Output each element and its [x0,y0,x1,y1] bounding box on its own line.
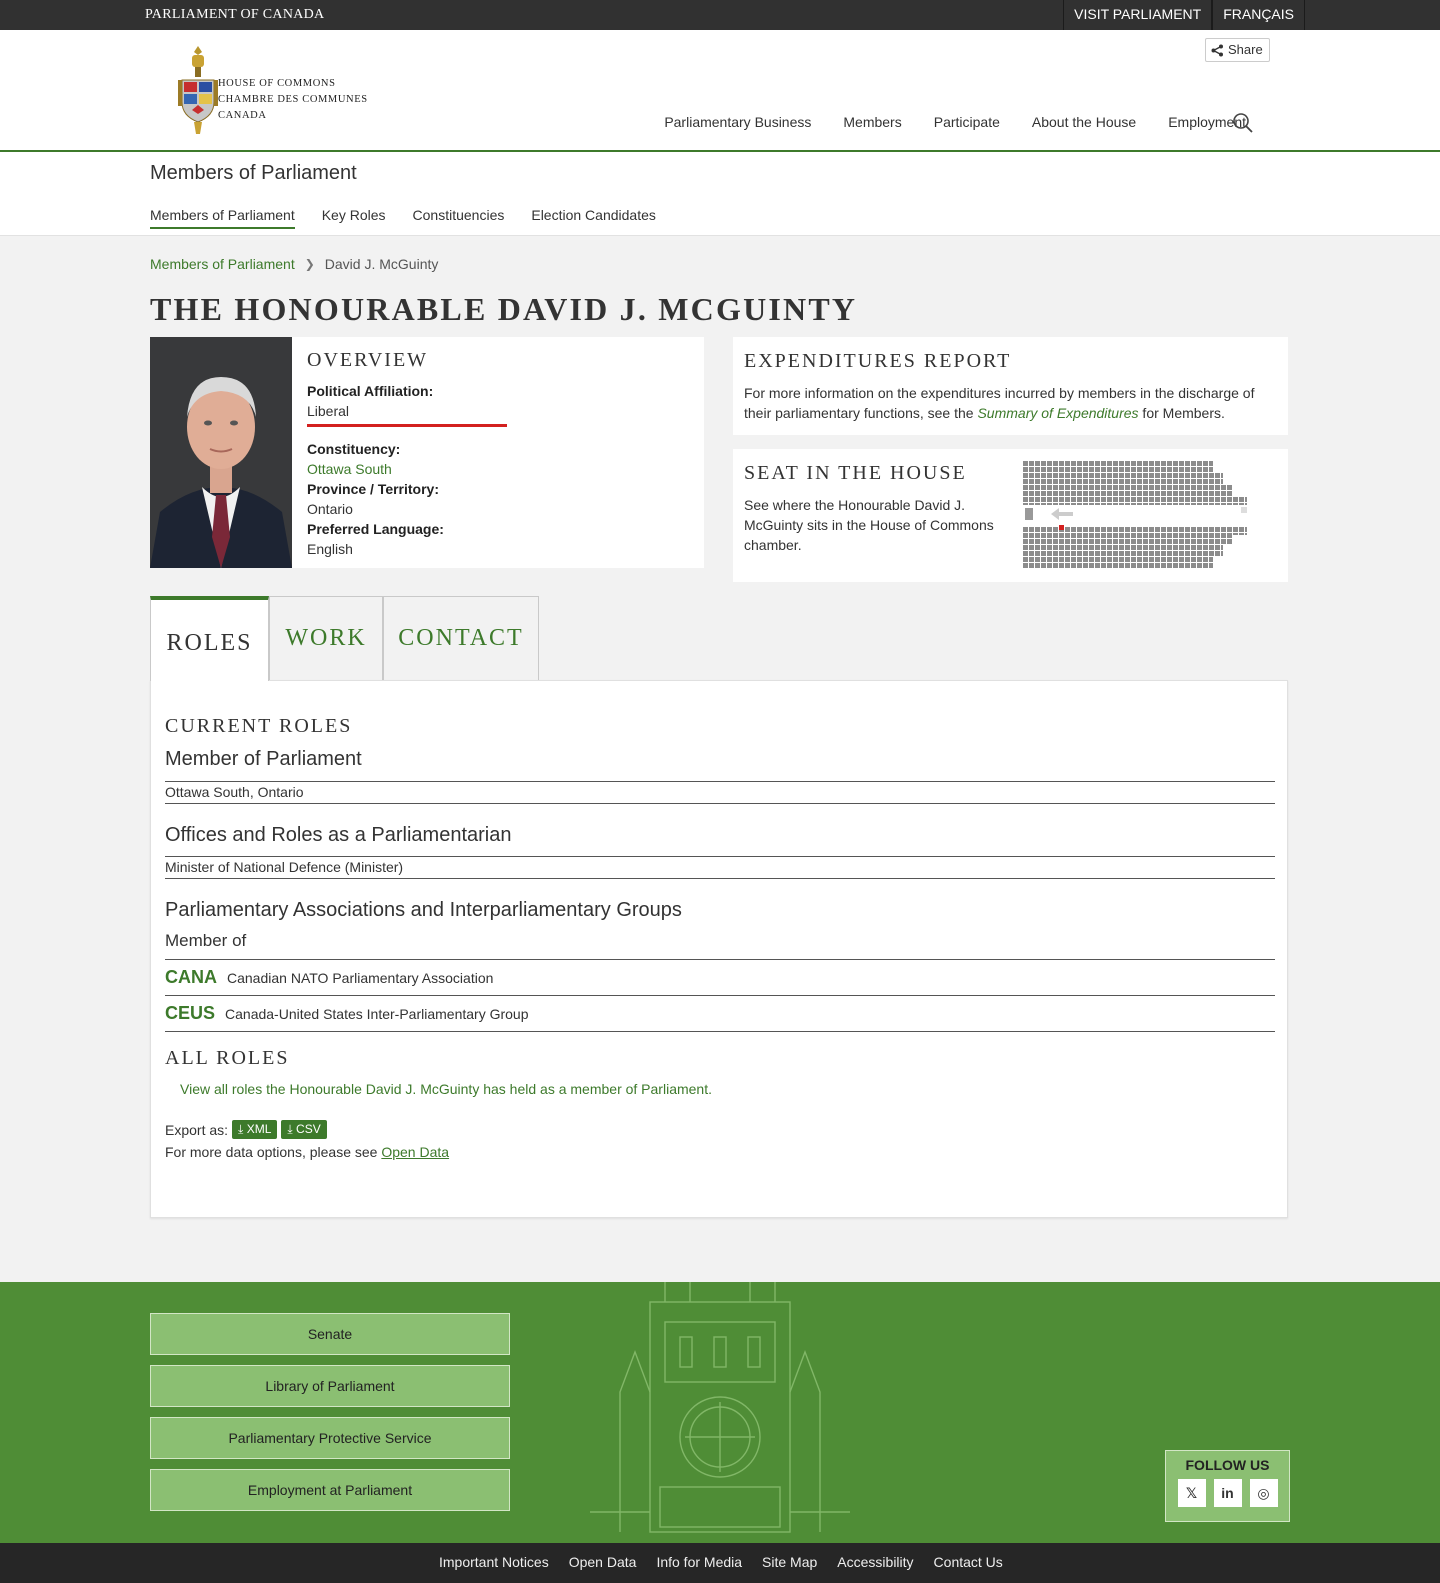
seat-heading: SEAT IN THE HOUSE [744,462,967,484]
coat-of-arms-logo[interactable] [178,44,218,136]
seat-text: See where the Honourable David J. McGuinty sits in the House of Commons chamber. [744,497,994,553]
accessibility-link[interactable]: Accessibility [837,1554,914,1570]
affiliation-label: Political Affiliation: [307,383,434,399]
language-label: Preferred Language: [307,521,444,537]
export-xml-button[interactable]: ⤓ XML [232,1120,277,1139]
language-toggle-link[interactable]: FRANÇAIS [1212,0,1305,30]
expenditures-heading: EXPENDITURES REPORT [744,350,1012,372]
share-button[interactable]: Share [1205,38,1270,62]
overview-heading: OVERVIEW [307,349,429,371]
overview-card [292,337,704,568]
top-bar [0,0,1440,30]
summary-of-expenditures-link[interactable]: Summary of Expenditures [977,405,1139,421]
subnav-key-roles[interactable]: Key Roles [321,207,386,223]
section-nav [0,152,1440,236]
open-data-link[interactable]: Open Data [381,1144,450,1160]
footer-protective-service-button[interactable]: Parliamentary Protective Service [150,1417,510,1459]
constituency-link[interactable]: Ottawa South [307,461,392,477]
province-label: Province / Territory: [307,481,440,497]
association-name[interactable]: Canada-United States Inter-Parliamentary Group [225,1005,529,1022]
nav-about-the-house[interactable]: About the House [1031,114,1137,130]
main-nav [664,114,1246,130]
offices-heading: Offices and Roles as a Parliamentarian [165,824,512,846]
export-row [165,1120,327,1139]
associations-heading: Parliamentary Associations and Interparliamentary Groups [165,899,682,921]
constituency-label: Constituency: [307,441,401,457]
contact-us-link[interactable]: Contact Us [933,1554,1003,1570]
province-value: Ontario [307,501,353,517]
roles-panel [150,680,1288,1218]
follow-us-label: FOLLOW US [1185,1457,1270,1473]
subnav-election-candidates[interactable]: Election Candidates [531,207,656,223]
site-map-link[interactable]: Site Map [762,1554,818,1570]
nav-members[interactable]: Members [843,114,902,130]
info-for-media-link[interactable]: Info for Media [656,1554,743,1570]
mp-row: Ottawa South, Ontario [165,781,1275,804]
important-notices-link[interactable]: Important Notices [439,1554,549,1570]
association-code[interactable]: CEUS [165,1003,216,1023]
association-name[interactable]: Canadian NATO Parliamentary Association [227,969,494,986]
association-row[interactable] [165,960,1275,996]
logo-text[interactable]: HOUSE OF COMMONS CHAMBRE DES COMMUNES CANADA [218,78,368,121]
footer-library-button[interactable]: Library of Parliament [150,1365,510,1407]
expenditures-text: For more information on the expenditures incurred by members in the discharge of their parliamentary functions, see the Summary of Expenditures for Members. [744,385,1255,421]
download-icon: ⤓ [238,1122,244,1136]
peace-tower-illustration [590,1282,850,1543]
footer-senate-button[interactable]: Senate [150,1313,510,1355]
party-color-bar [307,424,507,427]
breadcrumb-current: David J. McGuinty [324,256,439,272]
nav-employment[interactable]: Employment [1168,114,1246,130]
site-header [0,30,1440,152]
search-icon[interactable] [1232,112,1254,134]
expenditures-card [733,337,1288,435]
seat-card [733,449,1288,582]
section-title: Members of Parliament [150,162,357,184]
current-roles-heading: CURRENT ROLES [165,715,353,737]
tab-roles[interactable]: ROLES [150,596,269,681]
mp-heading: Member of Parliament [165,748,362,770]
tab-contact[interactable]: CONTACT [383,596,539,681]
follow-us-box [1165,1450,1290,1522]
share-icon [1211,44,1224,57]
x-icon[interactable]: 𝕏 [1178,1479,1206,1507]
language-value: English [307,541,353,557]
visit-parliament-link[interactable]: VISIT PARLIAMENT [1063,0,1212,30]
parliament-brand[interactable]: PARLIAMENT OF CANADA [145,7,325,22]
site-footer [0,1282,1440,1543]
instagram-icon[interactable]: ◎ [1250,1479,1278,1507]
export-csv-button[interactable]: ⤓ CSV [281,1120,326,1139]
view-all-roles-link[interactable]: View all roles the Honourable David J. McGuinty has held as a member of Parliament. [180,1081,712,1097]
open-data-footer-link[interactable]: Open Data [568,1554,637,1570]
breadcrumb [150,256,438,272]
member-photo [150,337,292,568]
linkedin-icon[interactable]: in [1214,1479,1242,1507]
subnav-constituencies[interactable]: Constituencies [412,207,505,223]
footer-employment-button[interactable]: Employment at Parliament [150,1469,510,1511]
association-row[interactable] [165,996,1275,1032]
member-of-label: Member of [165,931,247,950]
nav-participate[interactable]: Participate [933,114,1000,130]
breadcrumb-parent-link[interactable]: Members of Parliament [150,256,295,272]
more-data-text: For more data options, please see Open Data [165,1144,450,1160]
affiliation-value: Liberal [307,403,350,419]
offices-row: Minister of National Defence (Minister) [165,856,1275,879]
seating-chart[interactable] [1023,461,1253,569]
bottom-bar [0,1543,1440,1583]
subnav-members-of-parliament[interactable]: Members of Parliament [150,207,295,229]
export-label: Export as: [165,1121,229,1138]
chevron-right-icon: ❯ [304,257,315,271]
download-icon: ⤓ [287,1122,293,1136]
association-code[interactable]: CANA [165,967,217,987]
tab-work[interactable]: WORK [269,596,383,681]
all-roles-heading: ALL ROLES [165,1047,290,1069]
nav-parliamentary-business[interactable]: Parliamentary Business [664,114,812,130]
page-title: THE HONOURABLE DAVID J. MCGUINTY [150,291,858,327]
